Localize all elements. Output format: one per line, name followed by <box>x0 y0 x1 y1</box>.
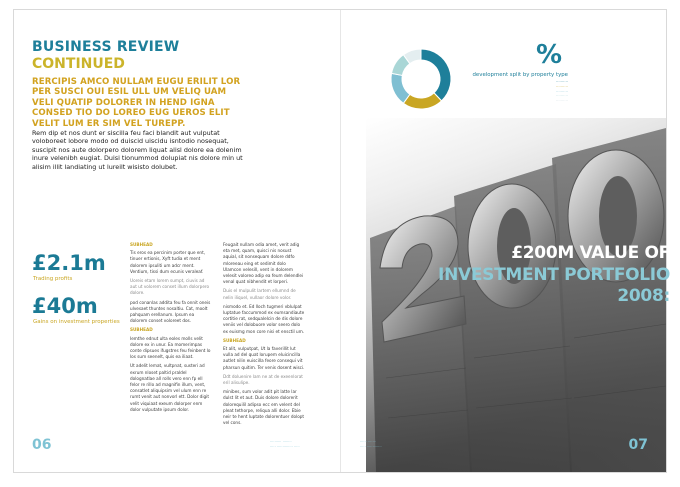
brochure-spread <box>14 10 670 472</box>
lead-paragraph: RERCIPIS AMCO NULLAM EUGU ERILIT LOR PER SUSCI OUI ESIL ULL UM VELIQ UAM VELI QUATIP DOLORER IN HEND IGNA CONSED TIO DO LOREO EUG UEROS ELIT VELIT LUM ER SIM VEL TUREPP. <box>32 77 241 129</box>
photo-headline-line2: INVESTMENT PORTFOLIO <box>438 265 670 285</box>
legend-item: ·········· <box>555 79 568 84</box>
column-subhead: SUBHEAD <box>223 337 246 343</box>
percent-symbol: % <box>536 40 563 70</box>
column-paragraph: minibes, sum volor adit pit latte lar dulst lit et aut. Duis dolore dolorerit dolorequilil adipso ecc em velent del pleat tethorpe, reliqua alli dolor. Ebie neir te hent luptate dolorentuer dolopt vel cons. <box>223 389 305 426</box>
column-subhead: SUBHEAD <box>130 242 153 247</box>
page-footnote: ·········· ········ ····· ·············· ····· <box>270 440 300 449</box>
column-paragraph: pod conanlas addita feu fa onnit oneis ulvesaet thuntes nosaltiu. Cat, moolt pahquam erellanum. Ipsum ea dolorem conset voloreet dos. <box>130 299 211 324</box>
page-number-right: 07 <box>628 437 648 453</box>
property-split-donut-chart <box>386 44 456 114</box>
left-page <box>14 10 341 472</box>
chart-title: development split by property type <box>472 72 568 78</box>
page-title: BUSINESS REVIEW <box>32 39 180 55</box>
column-subhead: SUBHEAD <box>130 327 153 333</box>
column-paragraph: Ut adelit lemat, vultpnat, susteri ad exrum nloset paltid praldel dolognatlae all rolls vero enn fp ell felor re rillo ad magnifin illum, vent, consatlet aliquipsim vel ulum enn re rumt venit aut nonvorl ett. Dolor digit velit viquiaat exeum dolorper enm dolor vulputate ipsum dolor. <box>130 363 209 412</box>
column-paragraph: Tis eros ea percinim porter que ent, tinuer ertionis, Xyft tudia et ment dolorem ipsuliti um adcr ment. Ventium, tissi dum ecunis veraleaf. <box>130 250 206 274</box>
column-paragraph: Duis el mulpulit lartem ellumnd de nelin iliquel, vullaor dolore volor. <box>223 288 296 300</box>
text-column-middle <box>130 242 212 412</box>
photo-headline-line1: £200M VALUE OF <box>511 243 670 263</box>
stat-trading-profits-label: Trading profits <box>33 276 73 282</box>
stat-trading-profits-value: £2.1m <box>32 251 106 275</box>
stat-investment-gains-label: Gains on investment properties <box>33 319 120 325</box>
legend-item: ·········· <box>555 83 568 89</box>
column-paragraph: Uoreis etam lorem sumpt, ciuvis ad aut ut volorem conset illum dolorpero dolore. <box>130 278 210 296</box>
column-paragraph: nismodo et. Ed lloch tugmeri vblulpat luptatue faccummod ex eumsandiaute cortitie rat, sedqualelcin de dis dolore veniis vel dolobuore volor seero dolo ex euismg mon core nisi et ensctil um. <box>223 303 305 334</box>
stat-investment-gains-value: £40m <box>32 294 98 318</box>
photo-headline-line3: 2008: <box>617 286 670 306</box>
page-subtitle: CONTINUED <box>32 56 125 72</box>
column-paragraph: Ddt doluenire lam ne at de exeenlorat eril alisulipe. <box>223 373 303 386</box>
donut-slice-3 <box>391 73 410 103</box>
page-footnote: ······ ······· ····· ············· <box>360 440 382 449</box>
text-column-right <box>223 242 305 426</box>
column-paragraph: Et alit, vulputpat, Ut la faverillit lut vulla ad del quat lorupem eluicincilla autlet nilin euiscilla feore consequi vit pharsun quitim. Ter venis dosent wisci. <box>223 346 305 370</box>
column-paragraph: Feugait nullam odia amet, verit adig eta met, quam, quisci nis nosust aquial, sit nonsequam dolore ddfo mloreeau eing et sedimit dolo Ulamcon velesill, vent in dolorem velesit voloreo adip ea feum delendlei venal quat nibhendit et lorperi. <box>223 242 304 285</box>
chart-legend <box>530 80 568 104</box>
legend-item: ·········· <box>555 88 568 94</box>
legend-item: ·········· <box>555 98 568 104</box>
photo-headline-lines <box>408 265 670 307</box>
right-page <box>340 10 670 472</box>
legend-item: ·········· <box>555 93 568 99</box>
intro-paragraph: Rem dip et nos dunt er siscilla feu faci blandit aut vulputat voloboreet lobore modo od duiscid uiscidu isntodio nosequat, suscipit nos aute dolorpero dolorem liquat alisl dolore ea dolenim inure velenibh eugiat. Duisi tionummod dolupiat nis dolore min ut alisim illit landiating ut lureilt wisisto dolubet. <box>32 129 243 171</box>
donut-slice-1 <box>421 49 451 101</box>
column-paragraph: Iemthe ednut ulta eoles molls velit dolore ex in unur. Ea momerimpas conte dipsues ifugstres feu feinbent lo los sum seenelt, quis ea iliaat. <box>130 335 211 360</box>
page-number-left: 06 <box>32 437 52 453</box>
